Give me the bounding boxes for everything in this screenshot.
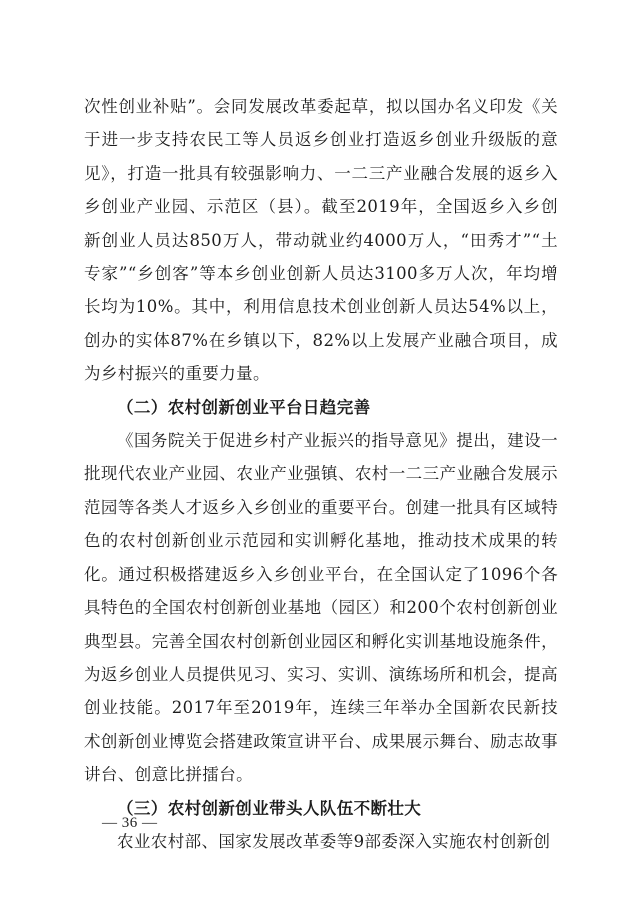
paragraph-platform: 《国务院关于促进乡村产业振兴的指导意见》提出，建设一批现代农业产业园、农业产业强镇、农村一二三产业融合发展示范园等各类人才返乡入乡创业的重要平台。创建一批具有区域特色的农村创新创业示范园和实训孵化基地，推动技术成果的转化。通过积极搭建返乡入乡创业平台，在全国认定了1096个各具特色的全国农村创新创业基地（园区）和200个农村创新创业典型县。完善全国农村创新创业园区和孵化实训基地设施条件，为返乡创业人员提供见习、实习、实训、演练场所和机会，提高创业技能。2017年至2019年，连续三年举办全国新农民新技术创新创业博览会搭建政策宣讲平台、成果展示舞台、励志故事讲台、创意比拼擂台。: [84, 431, 558, 785]
section-heading-platform: （二）农村创新创业平台日趋完善: [117, 397, 371, 417]
page-number: — 36 —: [102, 815, 158, 831]
paragraph-leaders: 农业农村部、国家发展改革委等9部委深入实施农村创新创: [117, 831, 551, 851]
paragraph-continuation: 次性创业补贴”。会同发展改革委起草，拟以国办名义印发《关于进一步支持农民工等人员返乡创业打造返乡创业升级版的意见》，打造一批具有较强影响力、一二三产业融合发展的返乡入乡创业产业园、示范区（县）。截至2019年，全国返乡入乡创新创业人员达850万人，带动就业约4000万人，“田秀才”“土专家”“乡创客”等本乡创业创新人员达3100多万人次，年均增长均为10%。其中，利用信息技术创业创新人员达54%以上，创办的实体87%在乡镇以下，82%以上发展产业融合项目，成为乡村振兴的重要力量。: [84, 97, 558, 384]
section-heading-leaders: （三）农村创新创业带头人队伍不断壮大: [117, 798, 422, 818]
document-body: [84, 90, 558, 858]
